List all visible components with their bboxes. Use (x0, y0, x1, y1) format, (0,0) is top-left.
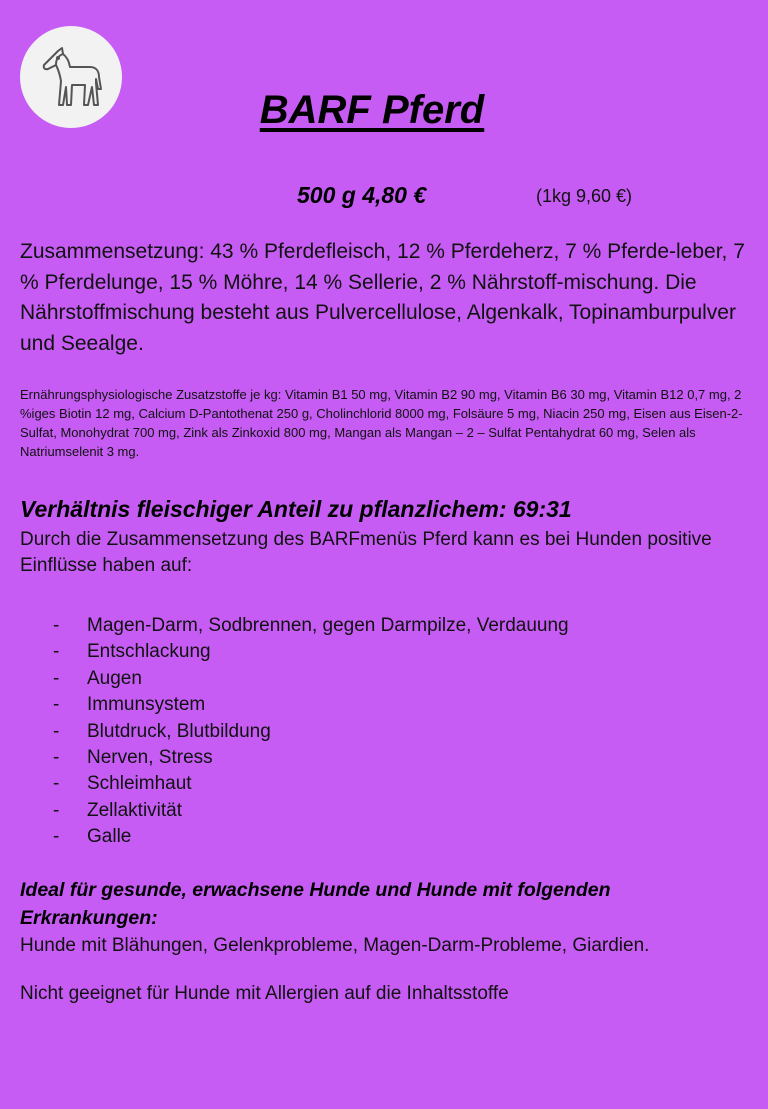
bullet-dash: - (53, 641, 60, 663)
list-item (20, 613, 569, 639)
bullet-dash: - (53, 694, 60, 716)
ideal-text: Hunde mit Blähungen, Gelenkprobleme, Magen-Darm-Probleme, Giardien. (20, 935, 650, 956)
bullet-dash: - (53, 720, 60, 742)
list-item (20, 798, 569, 824)
list-item-label: Immunsystem (87, 694, 206, 716)
bullet-dash: - (53, 667, 60, 689)
list-item (20, 666, 569, 692)
list-item-label: Zellaktivität (87, 799, 183, 821)
list-item-label: Nerven, Stress (87, 747, 213, 769)
list-item (20, 692, 569, 718)
list-item-label: Schleimhaut (87, 773, 192, 795)
not-suitable-text: Nicht geeignet für Hunde mit Allergien auf die Inhaltsstoffe (20, 983, 509, 1004)
ratio-heading: Verhältnis fleischiger Anteil zu pflanzlichem: 69:31 (20, 496, 572, 522)
composition-text: Zusammensetzung: 43 % Pferdefleisch, 12 % Pferdeherz, 7 % Pferde-leber, 7 % Pferdelunge, 15 % Möhre, 14 % Sellerie, 2 % Nährstoff-mischung. Die Nährstoffmischung besteht aus Pulvercellulose, Algenkalk, Topinamburpulver und Seealge. (20, 240, 745, 355)
list-item-label: Magen-Darm, Sodbrennen, gegen Darmpilze, Verdauung (87, 615, 569, 636)
price-per-kg: (1kg 9,60 €) (536, 186, 633, 206)
list-item-label: Augen (87, 667, 142, 689)
price-row (0, 182, 768, 212)
list-item (20, 771, 569, 797)
list-item (20, 639, 569, 665)
ideal-heading: Ideal für gesunde, erwachsene Hunde und Hunde mit folgenden Erkrankungen: (20, 879, 611, 929)
list-item-label: Blutdruck, Blutbildung (87, 720, 271, 742)
list-item-label: Galle (87, 826, 132, 848)
list-item (20, 719, 569, 745)
benefits-intro: Durch die Zusammensetzung des BARFmenüs Pferd kann es bei Hunden positive Einflüsse haben auf: (20, 529, 712, 576)
benefits-list (20, 613, 569, 851)
list-item-label: Entschlackung (87, 641, 211, 663)
bullet-dash: - (53, 773, 60, 795)
bullet-dash: - (53, 615, 60, 636)
additives-text: Ernährungsphysiologische Zusatzstoffe je kg: Vitamin B1 50 mg, Vitamin B2 90 mg, Vitamin B6 30 mg, Vitamin B12 0,7 mg, 2 %iges Biotin 12 mg, Calcium D-Pantothenat 250 g, Cholinchlorid 8000 mg, Folsäure 5 mg, Niacin 250 mg, Eisen aus Eisen-2-Sulfat, Monohydrat 700 mg, Zink als Zinkoxid 800 mg, Mangan als Mangan – 2 – Sulfat Pentahydrat 60 mg, Selen als Natriumselenit 3 mg. (20, 387, 743, 459)
bullet-dash: - (53, 799, 60, 821)
list-item (20, 824, 569, 850)
price: 500 g 4,80 € (297, 182, 427, 208)
bullet-dash: - (53, 826, 60, 848)
list-item (20, 745, 569, 771)
page-title: BARF Pferd (259, 88, 485, 132)
bullet-dash: - (53, 747, 60, 769)
